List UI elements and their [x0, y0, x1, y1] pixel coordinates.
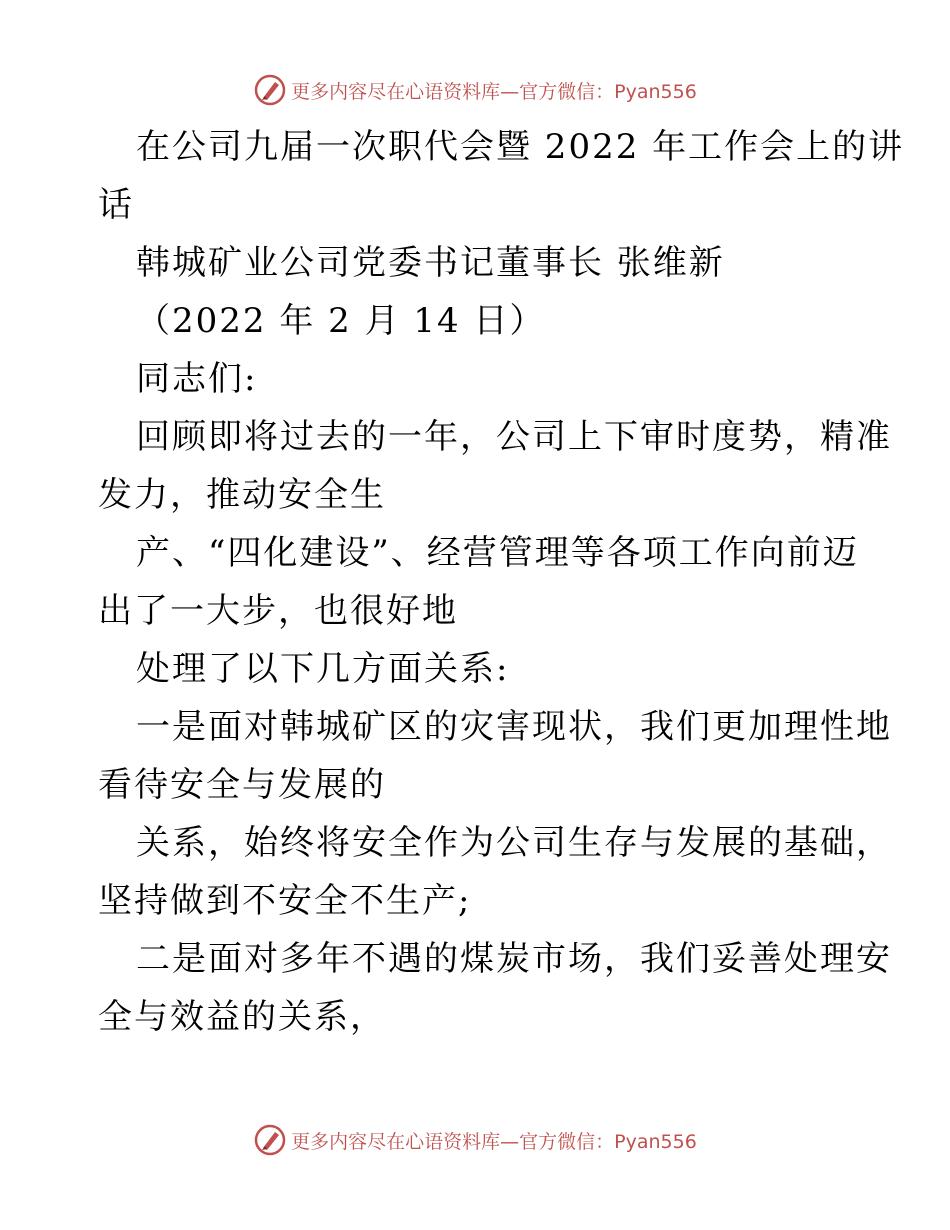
- paragraph-line: 坚持做到不安全不生产;: [98, 881, 472, 921]
- watermark-text: 更多内容尽在心语资料库—官方微信：Pyan556: [291, 80, 697, 103]
- pen-logo-icon: [253, 1123, 287, 1157]
- paragraph-line: 全与效益的关系，: [98, 997, 386, 1037]
- salutation-line: 同志们:: [136, 359, 258, 399]
- paragraph-line: 一是面对韩城矿区的灾害现状，我们更加理性地: [136, 707, 892, 747]
- document-body: [98, 118, 905, 1046]
- speech-title-line-1: 在公司九届一次职代会暨 2022 年工作会上的讲: [136, 127, 905, 167]
- paragraph-line: 发力，推动安全生: [98, 475, 386, 515]
- paragraph-line: 二是面对多年不遇的煤炭市场，我们妥善处理安: [136, 939, 892, 979]
- date-line: （2022 年 2 月 14 日）: [136, 301, 546, 341]
- speech-title-line-2: 话: [98, 185, 134, 225]
- watermark-text: 更多内容尽在心语资料库—官方微信：Pyan556: [291, 1130, 697, 1153]
- pen-logo-icon: [253, 73, 287, 107]
- paragraph-line: 处理了以下几方面关系:: [136, 649, 510, 689]
- paragraph-line: 回顾即将过去的一年，公司上下审时度势，精准: [136, 417, 892, 457]
- footer-watermark: [0, 1120, 950, 1160]
- paragraph-line: 看待安全与发展的: [98, 765, 386, 805]
- paragraph-line: 出了一大步，也很好地: [98, 591, 458, 631]
- paragraph-line: 关系，始终将安全作为公司生存与发展的基础，: [136, 823, 892, 863]
- paragraph-line: 产、“四化建设”、经营管理等各项工作向前迈: [136, 533, 859, 573]
- header-watermark: [0, 70, 950, 110]
- speaker-line: 韩城矿业公司党委书记董事长 张维新: [136, 243, 725, 283]
